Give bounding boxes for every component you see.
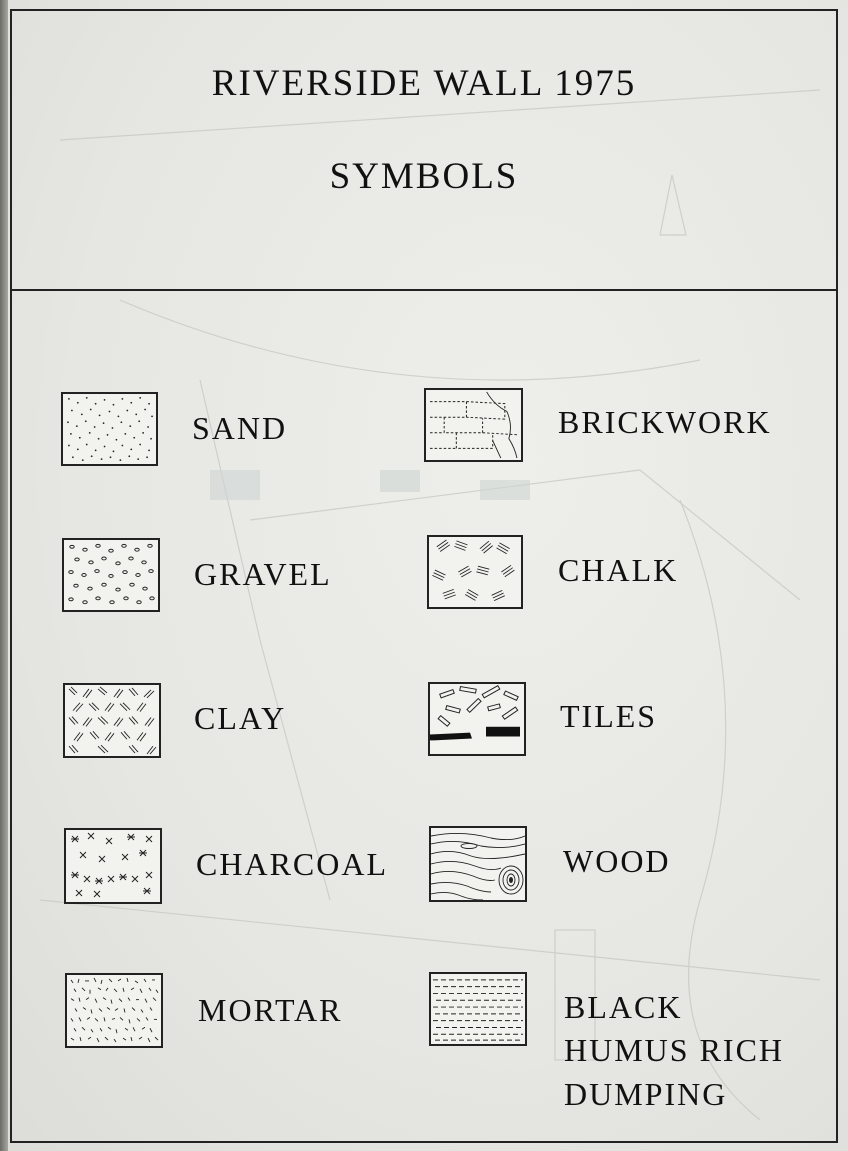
sand-symbol [61,392,158,466]
black-humus-label-line-1: BLACK [564,989,683,1025]
gravel-symbol [62,538,160,612]
black-humus-dumping-symbol [429,972,527,1046]
charcoal-label: CHARCOAL [196,846,389,882]
page-title: RIVERSIDE WALL 1975 [211,63,637,104]
clay-symbol [63,683,161,758]
mortar-label: MORTAR [198,992,343,1028]
wood-label: WOOD [563,843,671,879]
title-divider [10,289,836,291]
gravel-label: GRAVEL [194,556,332,592]
brickwork-symbol [424,388,523,462]
chalk-symbol [427,535,523,609]
chalk-label: CHALK [558,552,679,588]
mortar-symbol [65,973,163,1048]
tiles-label: TILES [560,698,658,734]
brickwork-label: BRICKWORK [558,404,772,440]
tiles-symbol [428,682,526,756]
page-subtitle: SYMBOLS [329,156,519,197]
charcoal-symbol [64,828,162,904]
black-humus-label-line-2: HUMUS RICH [564,1032,785,1068]
sand-label: SAND [192,410,288,446]
wood-symbol [429,826,527,902]
clay-label: CLAY [194,700,287,736]
black-humus-label-line-3: DUMPING [564,1076,728,1112]
